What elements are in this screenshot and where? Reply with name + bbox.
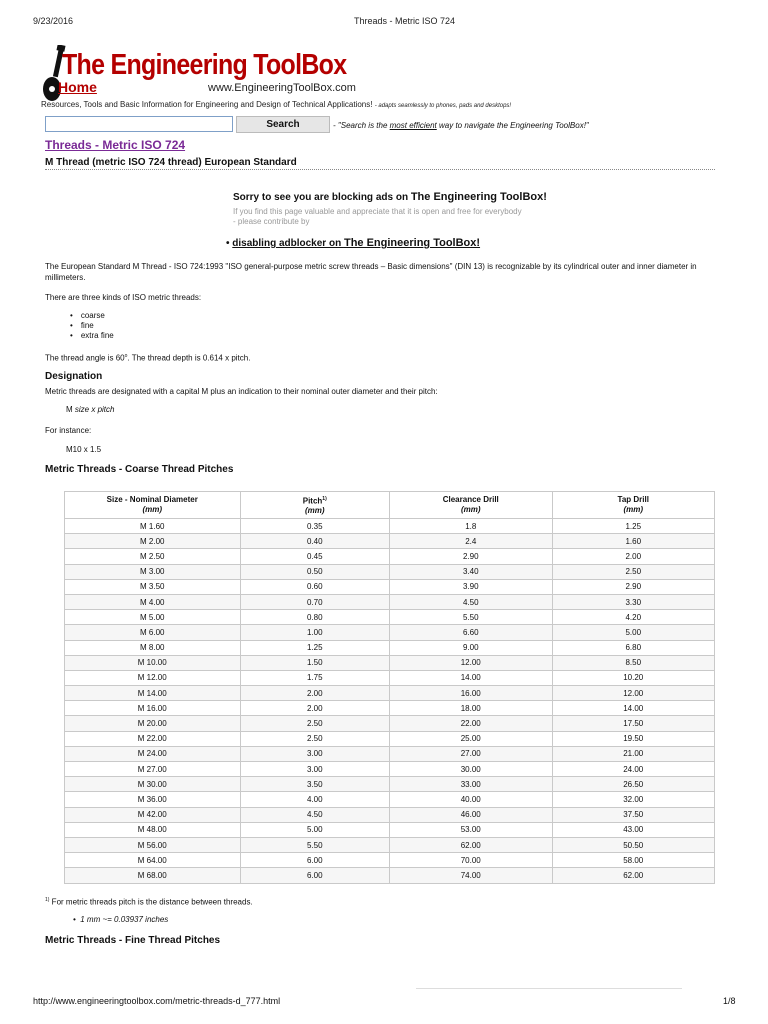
table-cell: 74.00 (390, 868, 553, 883)
table-cell: M 24.00 (65, 746, 241, 761)
fine-heading: Metric Threads - Fine Thread Pitches (45, 935, 221, 946)
list-item: • fine (70, 321, 114, 331)
site-logo[interactable]: The Engineering ToolBox (62, 49, 347, 81)
table-cell: 6.00 (240, 853, 390, 868)
table-cell: 37.50 (552, 807, 715, 822)
table-cell: M 10.00 (65, 655, 241, 670)
table-cell: M 68.00 (65, 868, 241, 883)
table-cell: 25.00 (390, 731, 553, 746)
table-cell: 12.00 (390, 655, 553, 670)
table-cell: 0.70 (240, 594, 390, 609)
coarse-heading: Metric Threads - Coarse Thread Pitches (45, 464, 234, 475)
table-row (65, 746, 715, 761)
table-cell: 46.00 (390, 807, 553, 822)
table-cell: 17.50 (552, 716, 715, 731)
column-header-pitch (240, 492, 390, 519)
search-input[interactable] (45, 116, 233, 132)
designation-m: M (66, 405, 75, 414)
list-item: • extra fine (70, 331, 114, 341)
print-date: 9/23/2016 (33, 16, 74, 26)
table-cell: 21.00 (552, 746, 715, 761)
table-cell: 3.50 (240, 777, 390, 792)
header-unit: (mm) (304, 506, 325, 516)
table-row (65, 807, 715, 822)
search-button[interactable]: Search (236, 116, 330, 133)
table-row (65, 610, 715, 625)
table-cell: M 48.00 (65, 822, 241, 837)
table-cell: M 2.00 (65, 534, 241, 549)
table-row (65, 762, 715, 777)
table-row (65, 868, 715, 883)
column-header-tap (552, 492, 715, 519)
conversion-text: 1 mm ~= 0.03937 inches (80, 915, 169, 924)
table-cell: 3.40 (390, 564, 553, 579)
table-cell: 4.00 (240, 792, 390, 807)
table-cell: 10.20 (552, 670, 715, 685)
header-unit: (mm) (460, 505, 481, 514)
angle-paragraph (45, 351, 725, 364)
table-cell: 4.50 (240, 807, 390, 822)
table-cell: 2.90 (390, 549, 553, 564)
table-cell: 5.50 (240, 837, 390, 852)
table-row (65, 670, 715, 685)
table-cell: 50.50 (552, 837, 715, 852)
kinds-intro: There are three kinds of ISO metric threads: (45, 293, 202, 302)
table-row (65, 716, 715, 731)
table-cell: M 22.00 (65, 731, 241, 746)
table-cell: 22.00 (390, 716, 553, 731)
table-cell: 4.20 (552, 610, 715, 625)
search-note-pre: - "Search is the (333, 121, 390, 130)
table-row (65, 731, 715, 746)
designation-format (66, 405, 114, 414)
footnote-sup: 1) (45, 897, 50, 903)
table-row (65, 686, 715, 701)
adblock-link[interactable] (226, 237, 480, 249)
table-cell: M 3.50 (65, 579, 241, 594)
table-cell: 2.00 (552, 549, 715, 564)
table-cell: 3.90 (390, 579, 553, 594)
table-row (65, 564, 715, 579)
page-subtitle: M Thread (metric ISO 724 thread) European Standard (45, 157, 297, 168)
search-note (333, 121, 589, 130)
table-cell: 14.00 (552, 701, 715, 716)
table-cell: 27.00 (390, 746, 553, 761)
tagline-small: - adapts seamlessly to phones, pads and desktops! (374, 103, 512, 109)
table-cell: M 56.00 (65, 837, 241, 852)
table-cell: 1.8 (390, 519, 553, 534)
print-page-number: 1/8 (723, 996, 736, 1006)
table-row (65, 792, 715, 807)
conversion-note: • 1 mm ~= 0.03937 inches (73, 915, 169, 924)
print-title: Threads - Metric ISO 724 (354, 16, 456, 26)
table-row (65, 837, 715, 852)
table-row (65, 853, 715, 868)
table-cell: M 14.00 (65, 686, 241, 701)
angle-sup: o (124, 353, 128, 359)
table-row (65, 777, 715, 792)
table-cell: 3.30 (552, 594, 715, 609)
table-cell: M 5.00 (65, 610, 241, 625)
site-tagline (41, 100, 511, 109)
adblock-text: If you find this page valuable and appreciate that it is open and free for everybody - please contribute by (233, 207, 522, 226)
table-cell: 62.00 (552, 868, 715, 883)
table-cell: M 42.00 (65, 807, 241, 822)
table-cell: 53.00 (390, 822, 553, 837)
table-row (65, 640, 715, 655)
designation-text: Metric threads are designated with a capital M plus an indication to their nominal outer diameter and their pitch: (45, 387, 438, 396)
table-header-row (65, 492, 715, 519)
dotted-divider (45, 169, 715, 170)
header-label: Clearance Drill (442, 495, 499, 504)
table-cell: 2.00 (240, 686, 390, 701)
angle-post: . The thread depth is 0.614 x pitch. (127, 353, 251, 363)
table-cell: 5.00 (240, 822, 390, 837)
page-title[interactable]: Threads - Metric ISO 724 (45, 138, 186, 152)
adblock-link-bullet: • (226, 238, 233, 249)
table-cell: 1.25 (552, 519, 715, 534)
table-row (65, 549, 715, 564)
table-cell: 1.00 (240, 625, 390, 640)
table-cell: 33.00 (390, 777, 553, 792)
table-cell: 2.00 (240, 701, 390, 716)
table-row (65, 594, 715, 609)
table-cell: M 30.00 (65, 777, 241, 792)
table-row (65, 519, 715, 534)
table-cell: 2.50 (240, 716, 390, 731)
table-cell: 0.35 (240, 519, 390, 534)
print-url: http://www.engineeringtoolbox.com/metric-threads-d_777.html (33, 996, 281, 1006)
table-row (65, 534, 715, 549)
table-cell: 1.75 (240, 670, 390, 685)
table-cell: 30.00 (390, 762, 553, 777)
table-cell: 3.00 (240, 762, 390, 777)
table-cell: M 4.00 (65, 594, 241, 609)
table-cell: 1.50 (240, 655, 390, 670)
tagline-text: Resources, Tools and Basic Information for Engineering and Design of Technical Applications! (41, 100, 373, 109)
table-cell: 4.50 (390, 594, 553, 609)
intro-paragraph: The European Standard M Thread - ISO 724:1993 "ISO general-purpose metric screw threads – Basic dimensions" (DIN 13) is recognizable by its cylindrical outer and inner diameter in millimeters. (45, 262, 697, 282)
adblock-title-brand: The Engineering ToolBox! (410, 191, 547, 203)
search-note-post: way to navigate the Engineering ToolBox!" (436, 121, 589, 130)
table-cell: 1.60 (552, 534, 715, 549)
adblock-title (233, 191, 547, 203)
table-cell: 2.90 (552, 579, 715, 594)
table-row (65, 655, 715, 670)
column-header-size (65, 492, 241, 519)
table-cell: 0.60 (240, 579, 390, 594)
table-cell: M 6.00 (65, 625, 241, 640)
table-cell: 14.00 (390, 670, 553, 685)
table-cell: 0.50 (240, 564, 390, 579)
header-label: Pitch (302, 496, 323, 506)
table-cell: 0.40 (240, 534, 390, 549)
site-url: www.EngineeringToolBox.com (208, 82, 356, 94)
table-cell: 2.50 (240, 731, 390, 746)
table-cell: 58.00 (552, 853, 715, 868)
table-cell: 9.00 (390, 640, 553, 655)
header-label: Tap Drill (617, 495, 649, 504)
table-cell: 40.00 (390, 792, 553, 807)
footnote-text: For metric threads pitch is the distance between threads. (49, 897, 253, 907)
header-sup: 1) (322, 495, 327, 502)
table-cell: M 16.00 (65, 701, 241, 716)
table-cell: 12.00 (552, 686, 715, 701)
table-cell: 8.50 (552, 655, 715, 670)
table-cell: M 64.00 (65, 853, 241, 868)
table-cell: 5.00 (552, 625, 715, 640)
table-cell: M 12.00 (65, 670, 241, 685)
designation-format-text: size x pitch (74, 405, 115, 414)
designation-heading: Designation (45, 371, 103, 382)
instance-label: For instance: (45, 426, 92, 435)
table-row (65, 625, 715, 640)
table-cell: 19.50 (552, 731, 715, 746)
table-cell: 2.4 (390, 534, 553, 549)
table-cell: 26.50 (552, 777, 715, 792)
table-row (65, 822, 715, 837)
table-row (65, 701, 715, 716)
table-cell: 32.00 (552, 792, 715, 807)
adblock-title-pre: Sorry to see you are blocking ads on (233, 192, 411, 203)
search-note-link: most efficient (389, 121, 437, 130)
table-cell: 24.00 (552, 762, 715, 777)
adblock-link-brand: The Engineering ToolBox! (343, 237, 481, 249)
table-row (65, 579, 715, 594)
table-cell: M 8.00 (65, 640, 241, 655)
header-unit: (mm) (142, 505, 163, 514)
home-link[interactable]: Home (58, 79, 97, 95)
header-unit: (mm) (623, 505, 644, 514)
footer-divider (416, 988, 682, 989)
table-cell: 6.60 (390, 625, 553, 640)
kinds-list (70, 311, 114, 341)
table-cell: 70.00 (390, 853, 553, 868)
table-cell: M 1.60 (65, 519, 241, 534)
adblock-link-text[interactable] (232, 238, 480, 249)
table-cell: 2.50 (552, 564, 715, 579)
table-cell: 6.00 (240, 868, 390, 883)
list-item: • coarse (70, 311, 114, 321)
coarse-pitch-table (64, 491, 715, 884)
table-cell: 16.00 (390, 686, 553, 701)
table-cell: M 36.00 (65, 792, 241, 807)
header-label: Size - Nominal Diameter (106, 495, 198, 504)
table-cell: 5.50 (390, 610, 553, 625)
instance-example: M10 x 1.5 (66, 445, 102, 454)
table-cell: M 3.00 (65, 564, 241, 579)
table-cell: 43.00 (552, 822, 715, 837)
table-cell: M 20.00 (65, 716, 241, 731)
adblock-link-label: disabling adblocker on (232, 238, 344, 249)
table-cell: 0.80 (240, 610, 390, 625)
table-cell: 1.25 (240, 640, 390, 655)
table-cell: 6.80 (552, 640, 715, 655)
pitch-footnote (45, 897, 253, 907)
table-cell: 62.00 (390, 837, 553, 852)
table-cell: 3.00 (240, 746, 390, 761)
table-cell: M 2.50 (65, 549, 241, 564)
table-cell: M 27.00 (65, 762, 241, 777)
column-header-clearance (390, 492, 553, 519)
angle-pre: The thread angle is 60 (45, 353, 125, 363)
table-cell: 0.45 (240, 549, 390, 564)
table-cell: 18.00 (390, 701, 553, 716)
